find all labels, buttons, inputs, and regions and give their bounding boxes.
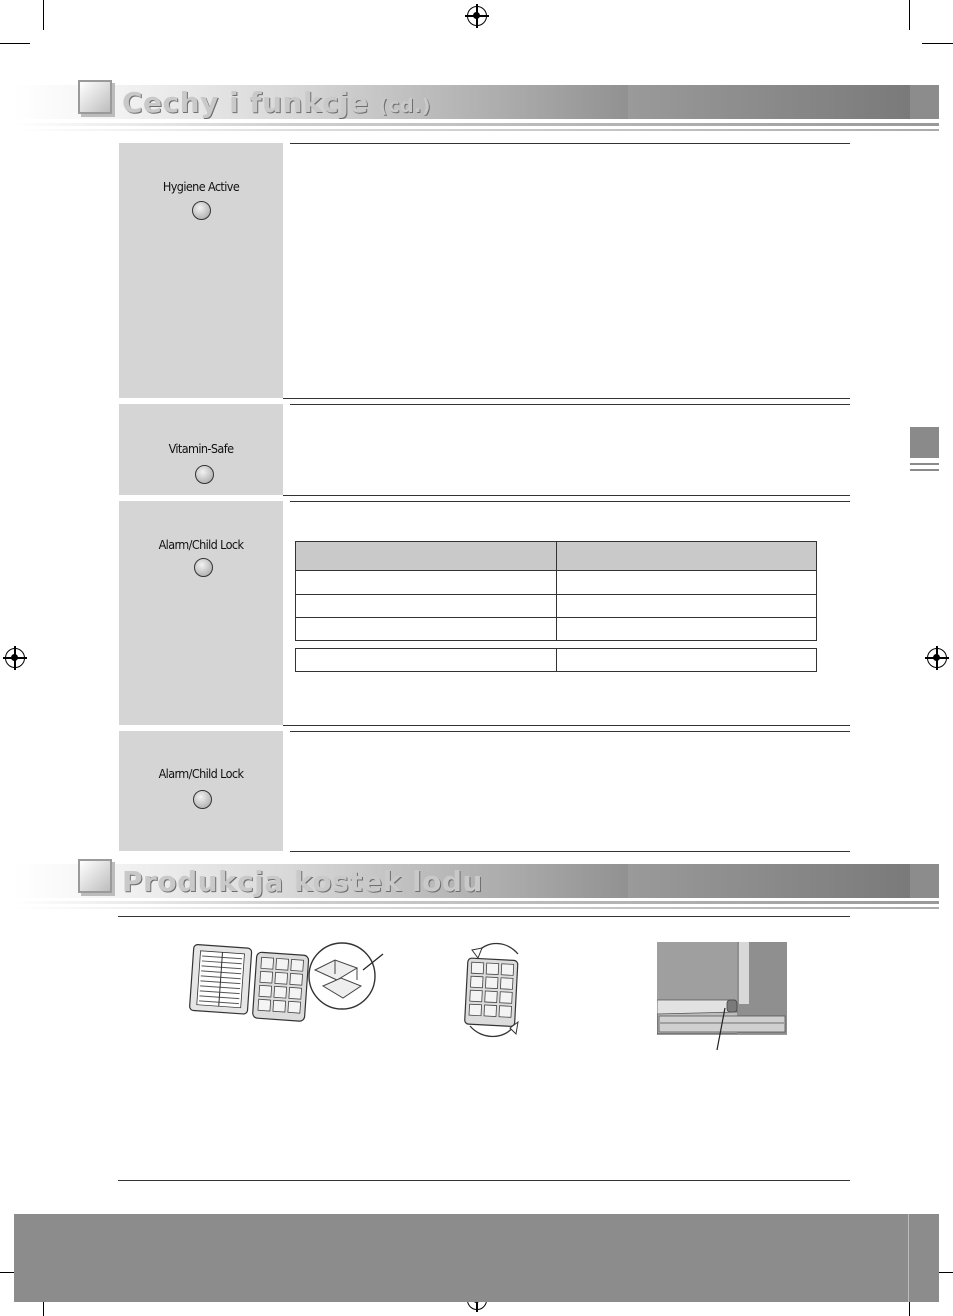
- table-header-cell: [556, 541, 817, 571]
- feature-label: Alarm/Child Lock: [158, 537, 244, 552]
- side-tab: [910, 427, 939, 458]
- crop-mark: [43, 0, 44, 30]
- feature-panel-alarm-child-lock: [119, 501, 283, 725]
- divider: [283, 398, 850, 399]
- twist-arrow-icon: [462, 936, 524, 1042]
- section-title: Produkcja kostek lodu: [122, 865, 483, 898]
- table-cell: [295, 594, 557, 618]
- alarm-child-lock-button-icon: [194, 558, 213, 577]
- hygiene-active-button-icon: [192, 201, 211, 220]
- crop-mark: [909, 0, 910, 30]
- table-header-cell: [295, 541, 557, 571]
- divider: [290, 404, 850, 405]
- section-title-suffix: (cd.): [379, 95, 431, 117]
- divider: [290, 731, 850, 732]
- feature-panel-alarm-child-lock-2: [119, 731, 283, 851]
- divider: [290, 851, 850, 852]
- divider: [290, 143, 850, 144]
- drawer-icon: [657, 942, 787, 1052]
- table-cell: [295, 617, 557, 641]
- divider: [283, 725, 850, 726]
- side-tab-line: [910, 463, 939, 465]
- section-square-icon: [78, 859, 112, 893]
- registration-mark-icon: [5, 648, 25, 668]
- ice-tray-icon: [185, 940, 390, 1022]
- feature-panel-vitamin-safe: [119, 404, 283, 495]
- divider: [290, 501, 850, 502]
- registration-mark-icon: [927, 648, 947, 668]
- section-square-icon: [78, 80, 112, 114]
- crop-mark: [0, 43, 30, 44]
- footer-bar: [14, 1214, 939, 1302]
- divider: [118, 916, 850, 917]
- vitamin-safe-button-icon: [195, 465, 214, 484]
- feature-label: Hygiene Active: [162, 179, 240, 194]
- table-cell: [556, 648, 817, 672]
- crop-mark: [922, 43, 953, 44]
- table-cell: [295, 570, 557, 595]
- table-cell: [556, 617, 817, 641]
- section-title: Cechy i funkcje (cd.): [122, 86, 431, 119]
- footer-edge: [908, 1214, 909, 1302]
- divider: [283, 495, 850, 496]
- alarm-child-lock-button-icon: [193, 790, 212, 809]
- table-cell: [556, 594, 817, 618]
- feature-label: Vitamin-Safe: [168, 441, 234, 456]
- registration-mark-icon: [467, 6, 487, 26]
- divider: [118, 1180, 850, 1181]
- feature-panel-hygiene-active: [119, 143, 283, 398]
- table-cell: [295, 648, 557, 672]
- feature-label: Alarm/Child Lock: [158, 766, 244, 781]
- side-tab-line: [910, 469, 939, 471]
- table-cell: [556, 570, 817, 595]
